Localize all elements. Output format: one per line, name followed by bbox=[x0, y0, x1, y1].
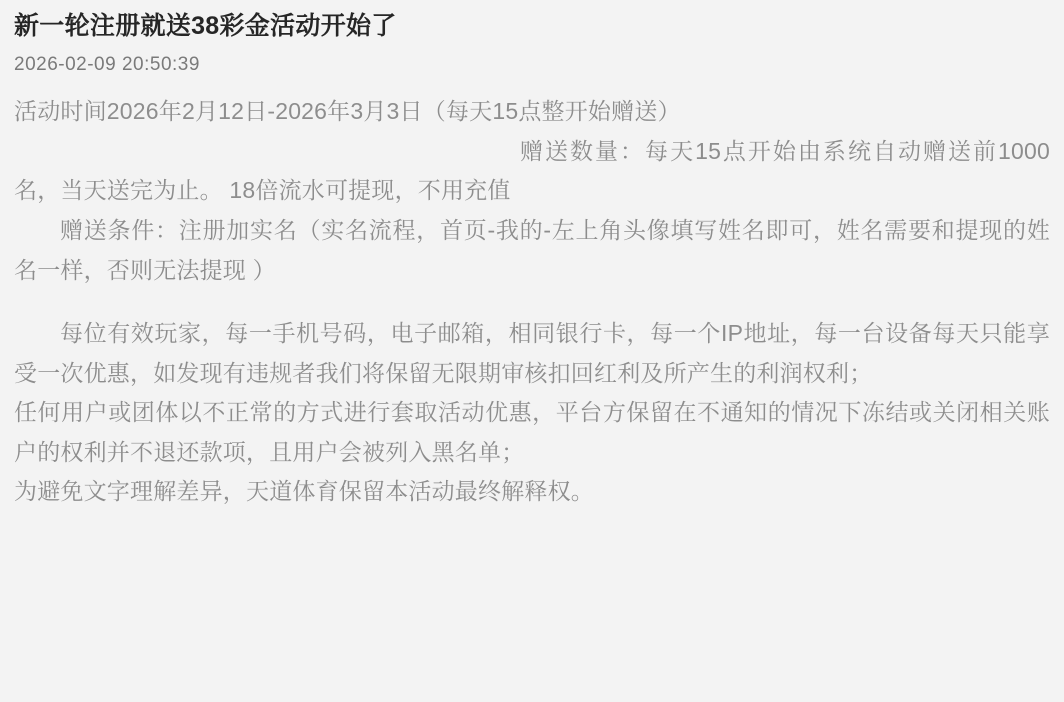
paragraph-rules-player: 每位有效玩家，每一手机号码，电子邮箱，相同银行卡，每一个IP地址，每一台设备每天只能享受一次优惠，如发现有违规者我们将保留无限期审核扣回红利及所产生的利润权利； bbox=[14, 320, 1050, 386]
paragraph-gift-conditions: 赠送条件：注册加实名（实名流程，首页-我的-左上角头像填写姓名即可，姓名需要和提现的姓名一样，否则无法提现 ） bbox=[14, 216, 1050, 283]
paragraph-activity-period: 活动时间2026年2月12日-2026年3月3日（每天15点整开始赠送） bbox=[14, 98, 681, 125]
paragraph-gift-quantity: 赠送数量：每天15点开始由系统自动赠送前1000名，当天送完为止。 18倍流水可提现，不用充值 bbox=[14, 137, 1050, 204]
page-title: 新一轮注册就送38彩金活动开始了 bbox=[14, 12, 397, 40]
paragraph-spacer bbox=[14, 290, 1050, 314]
paragraph-rules-abuse: 任何用户或团体以不正常的方式进行套取活动优惠，平台方保留在不通知的情况下冻结或关闭相关账户的权利并不退还款项，且用户会被列入黑名单； bbox=[14, 399, 1050, 465]
paragraph-rules-final: 为避免文字理解差异，天道体育保留本活动最终解释权。 bbox=[14, 478, 594, 505]
announcement-body bbox=[14, 92, 1050, 511]
post-timestamp: 2026-02-09 20:50:39 bbox=[14, 53, 200, 75]
